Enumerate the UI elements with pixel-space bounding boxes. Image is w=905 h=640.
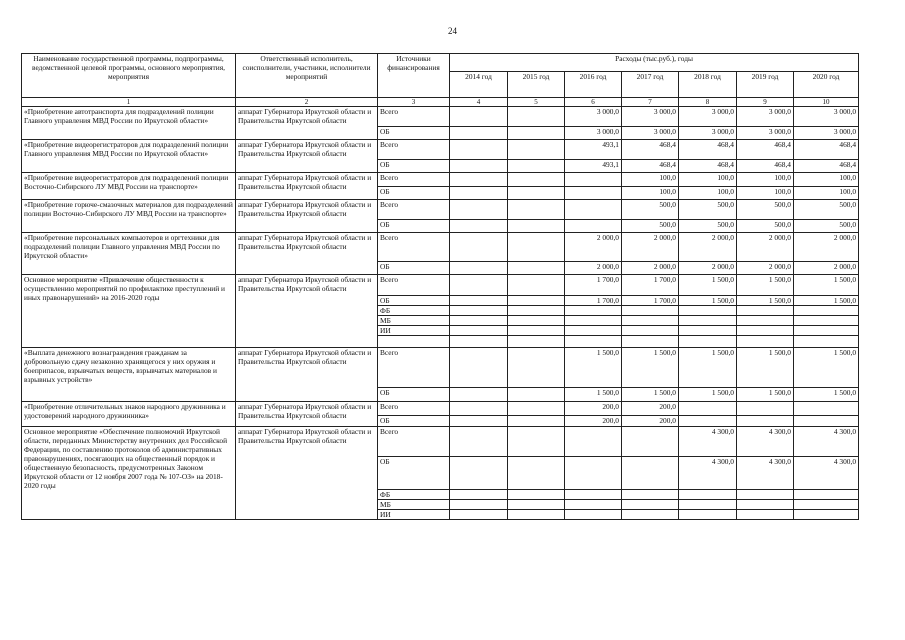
expense-value: 500,0 — [737, 220, 794, 233]
funding-source: ИИ — [378, 326, 450, 336]
expense-value — [622, 427, 679, 457]
expense-value: 1 500,0 — [565, 388, 622, 402]
empty-cell — [450, 336, 508, 348]
table-row — [22, 200, 859, 220]
column-number: 2 — [236, 98, 378, 107]
expense-value — [450, 510, 508, 520]
funding-source: Всего — [378, 173, 450, 187]
funding-source: Всего — [378, 233, 450, 262]
expense-value: 500,0 — [622, 220, 679, 233]
header-year: 2019 год — [737, 72, 794, 98]
header-expenses: Расходы (тыс.руб.), годы — [450, 54, 859, 72]
expense-value: 468,4 — [622, 160, 679, 173]
expense-value: 200,0 — [565, 402, 622, 416]
expense-value — [565, 187, 622, 200]
expense-value: 1 500,0 — [737, 388, 794, 402]
expense-value — [508, 427, 565, 457]
expense-value: 2 000,0 — [679, 262, 737, 275]
expense-value: 468,4 — [794, 140, 859, 160]
funding-source: Всего — [378, 107, 450, 127]
expense-value — [450, 187, 508, 200]
measure-name: «Приобретение автотранспорта для подразделений полиции Главного управления МВД России по Иркутской области» — [22, 107, 236, 140]
expense-value — [450, 107, 508, 127]
funding-source: ИИ — [378, 510, 450, 520]
expense-value — [450, 173, 508, 187]
expense-value: 1 500,0 — [565, 348, 622, 388]
expense-value — [737, 316, 794, 326]
expense-value — [508, 173, 565, 187]
expense-value: 1 700,0 — [565, 275, 622, 296]
expense-value: 1 500,0 — [679, 388, 737, 402]
expense-value: 1 700,0 — [622, 275, 679, 296]
expense-value — [508, 326, 565, 336]
expense-value — [737, 510, 794, 520]
expense-value — [450, 416, 508, 427]
expense-value: 3 000,0 — [679, 127, 737, 140]
funding-source: ОБ — [378, 296, 450, 306]
header-year: 2018 год — [679, 72, 737, 98]
header-year: 2017 год — [622, 72, 679, 98]
column-number-row — [22, 98, 859, 107]
expense-value — [508, 500, 565, 510]
expense-value — [679, 402, 737, 416]
expense-value: 2 000,0 — [565, 262, 622, 275]
expense-value: 468,4 — [622, 140, 679, 160]
expense-value — [508, 316, 565, 326]
expense-value — [508, 416, 565, 427]
expense-value: 100,0 — [679, 173, 737, 187]
expense-value — [737, 500, 794, 510]
expense-value: 1 500,0 — [794, 296, 859, 306]
expense-value — [450, 140, 508, 160]
expense-value — [450, 490, 508, 500]
header-year: 2014 год — [450, 72, 508, 98]
expense-value: 468,4 — [679, 140, 737, 160]
expense-value — [508, 200, 565, 220]
measure-name: «Приобретение горюче-смазочных материалов для подразделений полиции Восточно-Сибирского ЛУ МВД России на транспорте» — [22, 200, 236, 233]
header-year: 2020 год — [794, 72, 859, 98]
expense-value: 4 300,0 — [794, 427, 859, 457]
expense-value — [450, 262, 508, 275]
expense-value — [679, 510, 737, 520]
funding-source: Всего — [378, 402, 450, 416]
column-number: 3 — [378, 98, 450, 107]
expense-value: 100,0 — [794, 187, 859, 200]
expense-value — [450, 316, 508, 326]
expense-value: 3 000,0 — [565, 107, 622, 127]
expense-value: 1 500,0 — [737, 348, 794, 388]
executor: аппарат Губернатора Иркутской области и Правительства Иркутской области — [236, 140, 378, 173]
expense-value: 100,0 — [794, 173, 859, 187]
expense-value — [794, 416, 859, 427]
funding-source: ФБ — [378, 490, 450, 500]
expense-value: 200,0 — [622, 402, 679, 416]
expense-value: 1 500,0 — [794, 275, 859, 296]
table-row — [22, 427, 859, 457]
expense-value: 3 000,0 — [565, 127, 622, 140]
expense-value: 3 000,0 — [737, 127, 794, 140]
column-number: 5 — [508, 98, 565, 107]
measure-name: Основное мероприятие «Обеспечение полномочий Иркутской области, переданных Министерству внутренних дел Российской Федерации, по составлению протоколов об административных правонарушениях, посягающих на общественный порядок и общественную безопасность, предусмотренных Законом Иркутской области от 12 ноября 2007 года № 107-ОЗ» на 2018-2020 годы — [22, 427, 236, 520]
executor: аппарат Губернатора Иркутской области и Правительства Иркутской области — [236, 275, 378, 348]
expense-value: 2 000,0 — [679, 233, 737, 262]
expense-value — [794, 402, 859, 416]
expense-value — [565, 306, 622, 316]
expense-value: 2 000,0 — [737, 262, 794, 275]
table-row — [22, 348, 859, 388]
expense-value — [450, 200, 508, 220]
expense-value — [508, 510, 565, 520]
expense-value — [679, 316, 737, 326]
expense-value: 100,0 — [622, 173, 679, 187]
expense-value — [450, 275, 508, 296]
expense-value: 3 000,0 — [679, 107, 737, 127]
expense-value — [679, 490, 737, 500]
expense-value — [508, 348, 565, 388]
expense-value — [450, 388, 508, 402]
expense-value — [565, 173, 622, 187]
funding-source: Всего — [378, 140, 450, 160]
funding-source: ОБ — [378, 262, 450, 275]
expense-value: 3 000,0 — [737, 107, 794, 127]
expense-value — [622, 306, 679, 316]
expense-value: 2 000,0 — [794, 262, 859, 275]
expense-value — [737, 490, 794, 500]
expense-value — [565, 316, 622, 326]
expense-value: 2 000,0 — [622, 233, 679, 262]
empty-cell — [679, 336, 737, 348]
expense-value — [794, 500, 859, 510]
expense-value: 1 500,0 — [737, 275, 794, 296]
funding-source: МБ — [378, 316, 450, 326]
expense-value — [622, 500, 679, 510]
table-row — [22, 140, 859, 160]
funding-source: Всего — [378, 200, 450, 220]
funding-source: ОБ — [378, 160, 450, 173]
page-number: 24 — [448, 26, 457, 36]
funding-source: ОБ — [378, 416, 450, 427]
expense-value: 4 300,0 — [737, 457, 794, 490]
expense-value: 4 300,0 — [679, 427, 737, 457]
table-body — [22, 98, 859, 520]
header-executor: Ответственный исполнитель, соисполнители, участники, исполнители мероприятий — [236, 54, 378, 98]
expense-value: 4 300,0 — [679, 457, 737, 490]
expense-value: 1 500,0 — [794, 388, 859, 402]
expense-value: 1 500,0 — [679, 348, 737, 388]
funding-source: ОБ — [378, 457, 450, 490]
expense-value: 100,0 — [737, 173, 794, 187]
funding-source: Всего — [378, 348, 450, 388]
executor: аппарат Губернатора Иркутской области и Правительства Иркутской области — [236, 173, 378, 200]
expense-value: 1 500,0 — [679, 275, 737, 296]
expense-value — [622, 490, 679, 500]
expense-value — [508, 457, 565, 490]
header-name: Наименование государственной программы, подпрограммы, ведомственной целевой программы, основного мероприятия, мероприятия — [22, 54, 236, 98]
expense-value — [622, 326, 679, 336]
expense-value: 468,4 — [737, 160, 794, 173]
expense-value — [508, 160, 565, 173]
expense-value — [450, 127, 508, 140]
table-row — [22, 233, 859, 262]
empty-cell — [794, 336, 859, 348]
expense-value — [450, 402, 508, 416]
expense-value — [794, 316, 859, 326]
expense-value — [737, 416, 794, 427]
expense-value — [737, 326, 794, 336]
column-number: 4 — [450, 98, 508, 107]
expense-value — [679, 416, 737, 427]
expense-value: 500,0 — [622, 200, 679, 220]
expense-value: 2 000,0 — [794, 233, 859, 262]
expense-value: 100,0 — [622, 187, 679, 200]
expense-value: 2 000,0 — [737, 233, 794, 262]
expense-value — [508, 233, 565, 262]
table-row — [22, 275, 859, 296]
empty-cell — [622, 336, 679, 348]
expense-value — [450, 233, 508, 262]
expense-value — [508, 140, 565, 160]
expense-value: 500,0 — [679, 200, 737, 220]
expense-value — [508, 490, 565, 500]
expense-value — [794, 306, 859, 316]
expense-value — [508, 262, 565, 275]
funding-source: ОБ — [378, 388, 450, 402]
expense-value — [450, 326, 508, 336]
expense-value: 4 300,0 — [737, 427, 794, 457]
expense-value — [508, 187, 565, 200]
expense-value: 3 000,0 — [622, 107, 679, 127]
empty-cell — [508, 336, 565, 348]
funding-source: Всего — [378, 275, 450, 296]
expense-value — [565, 220, 622, 233]
expense-value — [508, 402, 565, 416]
expense-value — [565, 200, 622, 220]
expense-value — [679, 326, 737, 336]
expense-value — [450, 457, 508, 490]
measure-name: «Приобретение персональных компьютеров и оргтехники для подразделений полиции Главного управления МВД России по Иркутской области» — [22, 233, 236, 275]
executor: аппарат Губернатора Иркутской области и Правительства Иркутской области — [236, 348, 378, 402]
expense-value — [737, 306, 794, 316]
expense-value: 3 000,0 — [794, 107, 859, 127]
expense-value — [450, 427, 508, 457]
expense-value — [450, 160, 508, 173]
table-row — [22, 107, 859, 127]
executor: аппарат Губернатора Иркутской области и Правительства Иркутской области — [236, 200, 378, 233]
expense-value — [508, 275, 565, 296]
funding-source: Всего — [378, 427, 450, 457]
executor: аппарат Губернатора Иркутской области и Правительства Иркутской области — [236, 107, 378, 140]
expense-value — [565, 500, 622, 510]
empty-cell — [737, 336, 794, 348]
expense-value: 100,0 — [679, 187, 737, 200]
expense-value — [508, 107, 565, 127]
expense-value — [508, 127, 565, 140]
expense-value — [794, 510, 859, 520]
header-source: Источники финансирования — [378, 54, 450, 98]
expense-value: 3 000,0 — [794, 127, 859, 140]
funding-source: ОБ — [378, 127, 450, 140]
expense-value: 3 000,0 — [622, 127, 679, 140]
expense-value: 200,0 — [565, 416, 622, 427]
expense-value: 500,0 — [794, 200, 859, 220]
expense-value: 4 300,0 — [794, 457, 859, 490]
table-row — [22, 402, 859, 416]
expense-value — [508, 306, 565, 316]
column-number: 10 — [794, 98, 859, 107]
measure-name: Основное мероприятие «Привлечение общественности к осуществлению мероприятий по профилактике преступлений и иных правонарушений» на 2016-2020 годы — [22, 275, 236, 348]
expense-value: 468,4 — [737, 140, 794, 160]
column-number: 6 — [565, 98, 622, 107]
expense-value — [679, 306, 737, 316]
expense-value — [508, 388, 565, 402]
executor: аппарат Губернатора Иркутской области и Правительства Иркутской области — [236, 233, 378, 275]
header-year: 2015 год — [508, 72, 565, 98]
executor: аппарат Губернатора Иркутской области и Правительства Иркутской области — [236, 402, 378, 427]
expense-value: 2 000,0 — [622, 262, 679, 275]
expense-value: 1 500,0 — [679, 296, 737, 306]
funding-source: ОБ — [378, 220, 450, 233]
expense-value: 468,4 — [794, 160, 859, 173]
expense-value — [622, 457, 679, 490]
expense-value: 1 500,0 — [622, 388, 679, 402]
expense-value — [450, 348, 508, 388]
expense-value: 1 500,0 — [737, 296, 794, 306]
funding-source: ОБ — [378, 187, 450, 200]
empty-cell — [378, 336, 450, 348]
expense-value — [508, 220, 565, 233]
expense-value: 100,0 — [737, 187, 794, 200]
expense-value — [565, 490, 622, 500]
measure-name: «Приобретение отличительных знаков народного дружинника и удостоверений народного дружинника» — [22, 402, 236, 427]
budget-table — [21, 53, 859, 520]
measure-name: «Выплата денежного вознаграждения гражданам за добровольную сдачу незаконно хранящегося у них оружия и боеприпасов, взрывчатых веществ, взрывчатых материалов и взрывных устройств» — [22, 348, 236, 402]
expense-value: 1 500,0 — [794, 348, 859, 388]
expense-value — [450, 296, 508, 306]
expense-value: 500,0 — [794, 220, 859, 233]
expense-value: 493,1 — [565, 140, 622, 160]
expense-value — [622, 510, 679, 520]
expense-value — [737, 402, 794, 416]
expense-value — [794, 490, 859, 500]
expense-value: 2 000,0 — [565, 233, 622, 262]
expense-value: 493,1 — [565, 160, 622, 173]
expense-value — [450, 500, 508, 510]
column-number: 7 — [622, 98, 679, 107]
column-number: 9 — [737, 98, 794, 107]
expense-value: 500,0 — [679, 220, 737, 233]
expense-value: 200,0 — [622, 416, 679, 427]
funding-source: ФБ — [378, 306, 450, 316]
expense-value: 1 700,0 — [565, 296, 622, 306]
expense-value — [565, 326, 622, 336]
expense-value: 1 700,0 — [622, 296, 679, 306]
expense-value — [450, 306, 508, 316]
expense-value: 1 500,0 — [622, 348, 679, 388]
expense-value: 500,0 — [737, 200, 794, 220]
expense-value — [794, 326, 859, 336]
header-year: 2016 год — [565, 72, 622, 98]
expense-value — [679, 500, 737, 510]
column-number: 8 — [679, 98, 737, 107]
expense-value: 468,4 — [679, 160, 737, 173]
table-row — [22, 173, 859, 187]
measure-name: «Приобретение видеорегистраторов для подразделений полиции Восточно-Сибирского ЛУ МВД России на транспорте» — [22, 173, 236, 200]
expense-value — [565, 510, 622, 520]
column-number: 1 — [22, 98, 236, 107]
expense-value — [450, 220, 508, 233]
empty-cell — [565, 336, 622, 348]
funding-source: МБ — [378, 500, 450, 510]
expense-value — [622, 316, 679, 326]
expense-value — [565, 427, 622, 457]
expense-value — [565, 457, 622, 490]
measure-name: «Приобретение видеорегистраторов для подразделений полиции Главного управления МВД России по Иркутской области» — [22, 140, 236, 173]
executor: аппарат Губернатора Иркутской области и Правительства Иркутской области — [236, 427, 378, 520]
expense-value — [508, 296, 565, 306]
